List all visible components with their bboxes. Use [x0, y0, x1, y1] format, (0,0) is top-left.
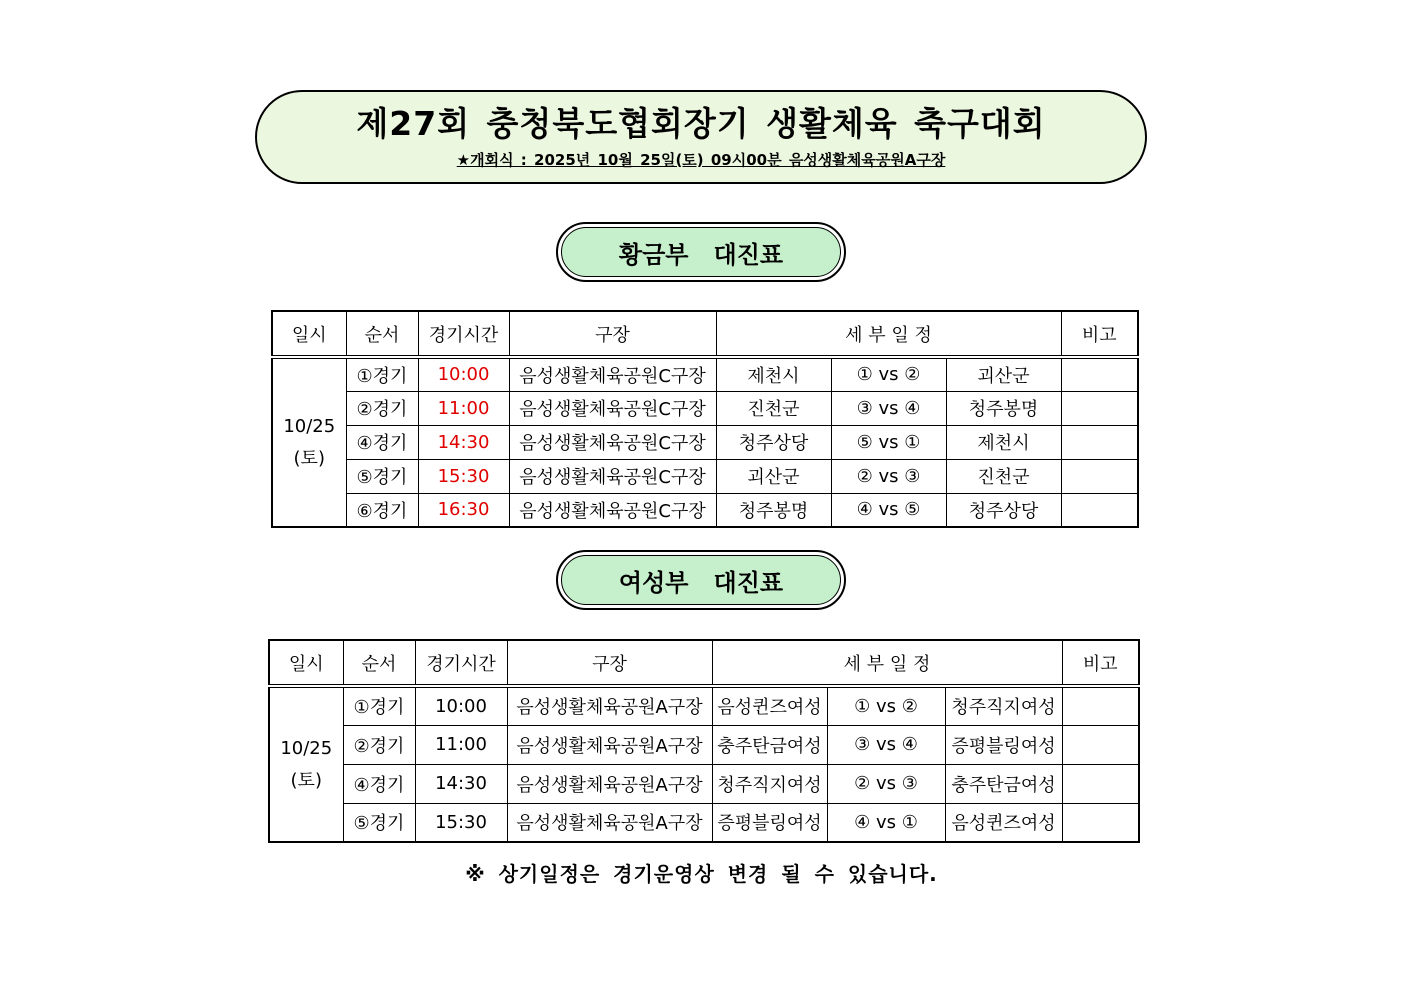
golden-section-title: 황금부 대진표	[561, 227, 841, 277]
venue-cell: 음성생활체육공원C구장	[509, 357, 716, 391]
header-detail-schedule: 세 부 일 정	[712, 640, 1062, 686]
time-cell: 16:30	[418, 493, 509, 527]
note-cell	[1061, 459, 1138, 493]
venue-cell: 음성생활체육공원A구장	[507, 725, 712, 764]
table-row	[272, 391, 1138, 425]
team2-cell: 청주직지여성	[945, 686, 1062, 725]
header-date: 일시	[269, 640, 343, 686]
header-order: 순서	[346, 311, 418, 357]
women-section-title: 여성부 대진표	[561, 555, 841, 605]
venue-cell: 음성생활체육공원C구장	[509, 493, 716, 527]
header-note: 비고	[1061, 311, 1138, 357]
date-cell: 10/25 (토)	[272, 357, 346, 527]
venue-cell: 음성생활체육공원C구장	[509, 459, 716, 493]
note-cell	[1061, 493, 1138, 527]
table-row	[269, 725, 1139, 764]
team1-cell: 청주상당	[716, 425, 831, 459]
order-cell: ⑥경기	[346, 493, 418, 527]
women-section-label	[556, 550, 846, 610]
team2-cell: 진천군	[946, 459, 1061, 493]
golden-schedule-table	[271, 310, 1139, 528]
note-cell	[1061, 357, 1138, 391]
header-detail-schedule: 세 부 일 정	[716, 311, 1061, 357]
team2-cell: 증평블링여성	[945, 725, 1062, 764]
team1-cell: 증평블링여성	[712, 803, 827, 842]
matchup-cell: ③ vs ④	[827, 725, 945, 764]
time-cell: 10:00	[418, 357, 509, 391]
page-title: 제27회 충청북도협회장기 생활체육 축구대회	[356, 104, 1046, 143]
table-row	[272, 459, 1138, 493]
note-cell	[1061, 391, 1138, 425]
time-cell: 15:30	[418, 459, 509, 493]
team2-cell: 제천시	[946, 425, 1061, 459]
time-cell: 14:30	[415, 764, 507, 803]
table-row	[272, 357, 1138, 391]
team1-cell: 청주직지여성	[712, 764, 827, 803]
header-order: 순서	[343, 640, 415, 686]
schedule-change-notice: ※ 상기일정은 경기운영상 변경 될 수 있습니다.	[465, 862, 938, 886]
matchup-cell: ④ vs ⑤	[831, 493, 946, 527]
order-cell: ⑤경기	[346, 459, 418, 493]
venue-cell: 음성생활체육공원A구장	[507, 686, 712, 725]
note-cell	[1062, 725, 1139, 764]
team1-cell: 괴산군	[716, 459, 831, 493]
matchup-cell: ④ vs ①	[827, 803, 945, 842]
note-cell	[1062, 764, 1139, 803]
team2-cell: 음성퀸즈여성	[945, 803, 1062, 842]
team1-cell: 충주탄금여성	[712, 725, 827, 764]
team1-cell: 청주봉명	[716, 493, 831, 527]
team2-cell: 청주상당	[946, 493, 1061, 527]
time-cell: 11:00	[415, 725, 507, 764]
venue-cell: 음성생활체육공원C구장	[509, 425, 716, 459]
date-cell: 10/25 (토)	[269, 686, 343, 842]
matchup-cell: ② vs ③	[827, 764, 945, 803]
team2-cell: 괴산군	[946, 357, 1061, 391]
venue-cell: 음성생활체육공원C구장	[509, 391, 716, 425]
note-cell	[1062, 803, 1139, 842]
team1-cell: 음성퀸즈여성	[712, 686, 827, 725]
order-cell: ②경기	[346, 391, 418, 425]
matchup-cell: ② vs ③	[831, 459, 946, 493]
table-row	[269, 686, 1139, 725]
matchup-cell: ① vs ②	[831, 357, 946, 391]
time-cell: 10:00	[415, 686, 507, 725]
header-venue: 구장	[509, 311, 716, 357]
title-banner	[255, 90, 1147, 184]
note-cell	[1061, 425, 1138, 459]
venue-cell: 음성생활체육공원A구장	[507, 803, 712, 842]
team2-cell: 청주봉명	[946, 391, 1061, 425]
header-date: 일시	[272, 311, 346, 357]
team2-cell: 충주탄금여성	[945, 764, 1062, 803]
venue-cell: 음성생활체육공원A구장	[507, 764, 712, 803]
table-row	[269, 803, 1139, 842]
matchup-cell: ③ vs ④	[831, 391, 946, 425]
order-cell: ④경기	[346, 425, 418, 459]
order-cell: ①경기	[343, 686, 415, 725]
order-cell: ①경기	[346, 357, 418, 391]
order-cell: ⑤경기	[343, 803, 415, 842]
opening-ceremony-info: ★개회식 : 2025년 10월 25일(토) 09시00분 음성생활체육공원A구장	[456, 151, 946, 169]
header-time: 경기시간	[418, 311, 509, 357]
table-row	[269, 764, 1139, 803]
note-cell	[1062, 686, 1139, 725]
order-cell: ②경기	[343, 725, 415, 764]
table-row	[272, 425, 1138, 459]
matchup-cell: ⑤ vs ①	[831, 425, 946, 459]
golden-section-label	[556, 222, 846, 282]
header-venue: 구장	[507, 640, 712, 686]
team1-cell: 제천시	[716, 357, 831, 391]
team1-cell: 진천군	[716, 391, 831, 425]
time-cell: 15:30	[415, 803, 507, 842]
order-cell: ④경기	[343, 764, 415, 803]
women-schedule-table	[268, 639, 1140, 843]
time-cell: 14:30	[418, 425, 509, 459]
matchup-cell: ① vs ②	[827, 686, 945, 725]
header-note: 비고	[1062, 640, 1139, 686]
table-row	[272, 493, 1138, 527]
header-time: 경기시간	[415, 640, 507, 686]
time-cell: 11:00	[418, 391, 509, 425]
